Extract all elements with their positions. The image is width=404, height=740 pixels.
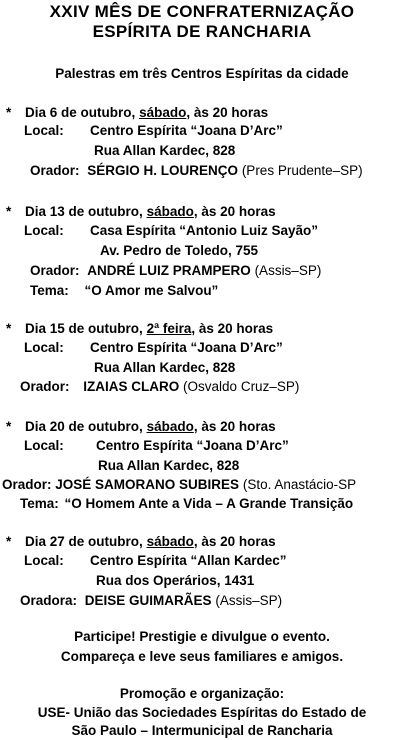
event-time: , às 20 horas	[186, 105, 269, 120]
theme-label: Tema:	[20, 496, 59, 511]
event-3-speaker-line	[20, 378, 299, 396]
subtitle: Palestras em três Centros Espíritas da cidade	[55, 66, 349, 81]
bullet: *	[6, 204, 12, 219]
event-1-local-value: Centro Espírita “Joana D’Arc”	[90, 123, 283, 138]
event-time: , às 20 horas	[193, 534, 276, 549]
event-4-date-line	[6, 418, 276, 436]
speaker-origin: (Pres Prudente–SP)	[241, 163, 363, 178]
invite-line-1: Participe! Prestigie e divulgue o evento.	[74, 629, 330, 644]
speaker-origin: (Osvaldo Cruz–SP)	[183, 379, 300, 394]
event-3-address: Rua Allan Kardec, 828	[94, 360, 236, 375]
event-2-local-label: Local:	[24, 223, 64, 238]
bullet: *	[6, 105, 12, 120]
event-5-local-value: Centro Espírita “Allan Kardec”	[90, 553, 287, 568]
speaker-name: JOSÉ SAMORANO SUBIRES	[55, 477, 240, 492]
event-date: Dia 6 de outubro,	[25, 105, 136, 120]
event-2-theme-line	[30, 282, 218, 300]
event-4-local-value: Centro Espírita “Joana D’Arc”	[96, 438, 289, 453]
event-5-local-label: Local:	[24, 553, 64, 568]
event-day: sábado	[146, 419, 194, 434]
event-date: Dia 27 de outubro,	[25, 534, 143, 549]
title-line-2: ESPÍRITA DE RANCHARIA	[92, 22, 312, 41]
speaker-origin: (Sto. Anastácio-SP	[242, 477, 357, 492]
event-day: sábado	[146, 204, 194, 219]
theme-text: “O Homem Ante a Vida – A Grande Transição	[64, 496, 354, 511]
event-2-speaker-line	[30, 262, 321, 280]
title-line-1: XXIV MÊS DE CONFRATERNIZAÇÃO	[49, 2, 355, 21]
org-line-2: São Paulo – Intermunicipal de Rancharia	[71, 723, 333, 738]
event-date: Dia 20 de outubro,	[25, 419, 143, 434]
event-5-speaker-line	[20, 592, 282, 610]
theme-text: “O Amor me Salvou”	[84, 283, 219, 298]
event-1-speaker-line	[30, 162, 363, 180]
event-day: sábado	[146, 534, 194, 549]
speaker-label: Orador:	[30, 263, 80, 278]
event-time: , às 20 horas	[193, 204, 276, 219]
event-4-local-label: Local:	[24, 438, 64, 453]
org-line-1: USE- União das Sociedades Espíritas do Estado de	[37, 705, 367, 720]
event-5-date-line	[6, 533, 276, 551]
bullet: *	[6, 534, 12, 549]
event-time: , às 20 horas	[193, 419, 276, 434]
event-date: Dia 13 de outubro,	[25, 204, 143, 219]
speaker-name: ANDRÉ LUIZ PRAMPERO	[87, 263, 251, 278]
speaker-name: SÉRGIO H. LOURENÇO	[87, 163, 239, 178]
speaker-label: Orador:	[20, 379, 70, 394]
speaker-label: Orador:	[30, 163, 80, 178]
theme-label: Tema:	[30, 283, 69, 298]
speaker-origin: (Assis–SP)	[254, 263, 322, 278]
event-4-theme-line	[20, 495, 353, 513]
speaker-name: DEISE GUIMARÃES	[84, 593, 212, 608]
event-2-date-line	[6, 203, 276, 221]
bullet: *	[6, 321, 12, 336]
event-5-address: Rua dos Operários, 1431	[96, 573, 255, 588]
event-date: Dia 15 de outubro,	[25, 321, 143, 336]
invite-line-2: Compareça e leve seus familiares e amigos.	[60, 649, 344, 664]
event-1-local-label: Local:	[24, 123, 64, 138]
event-3-local-value: Centro Espírita “Joana D’Arc”	[90, 340, 283, 355]
speaker-label: Oradora:	[20, 593, 78, 608]
event-1-address: Rua Allan Kardec, 828	[94, 143, 236, 158]
event-4-speaker-line	[2, 476, 356, 494]
event-4-address: Rua Allan Kardec, 828	[98, 458, 240, 473]
event-day: sábado	[139, 105, 187, 120]
speaker-name: IZAIAS CLARO	[83, 379, 180, 394]
event-3-date-line	[6, 320, 273, 338]
bullet: *	[6, 419, 12, 434]
event-time: , às 20 horas	[191, 321, 274, 336]
event-2-address: Av. Pedro de Toledo, 755	[100, 243, 259, 258]
event-2-local-value: Casa Espírita “Antonio Luiz Sayão”	[90, 223, 319, 238]
promo-label: Promoção e organização:	[119, 686, 285, 701]
speaker-origin: (Assis–SP)	[215, 593, 283, 608]
speaker-label: Orador:	[2, 477, 52, 492]
event-3-local-label: Local:	[24, 340, 64, 355]
event-1-date-line	[6, 104, 268, 122]
event-day: 2ª feira	[146, 321, 192, 336]
